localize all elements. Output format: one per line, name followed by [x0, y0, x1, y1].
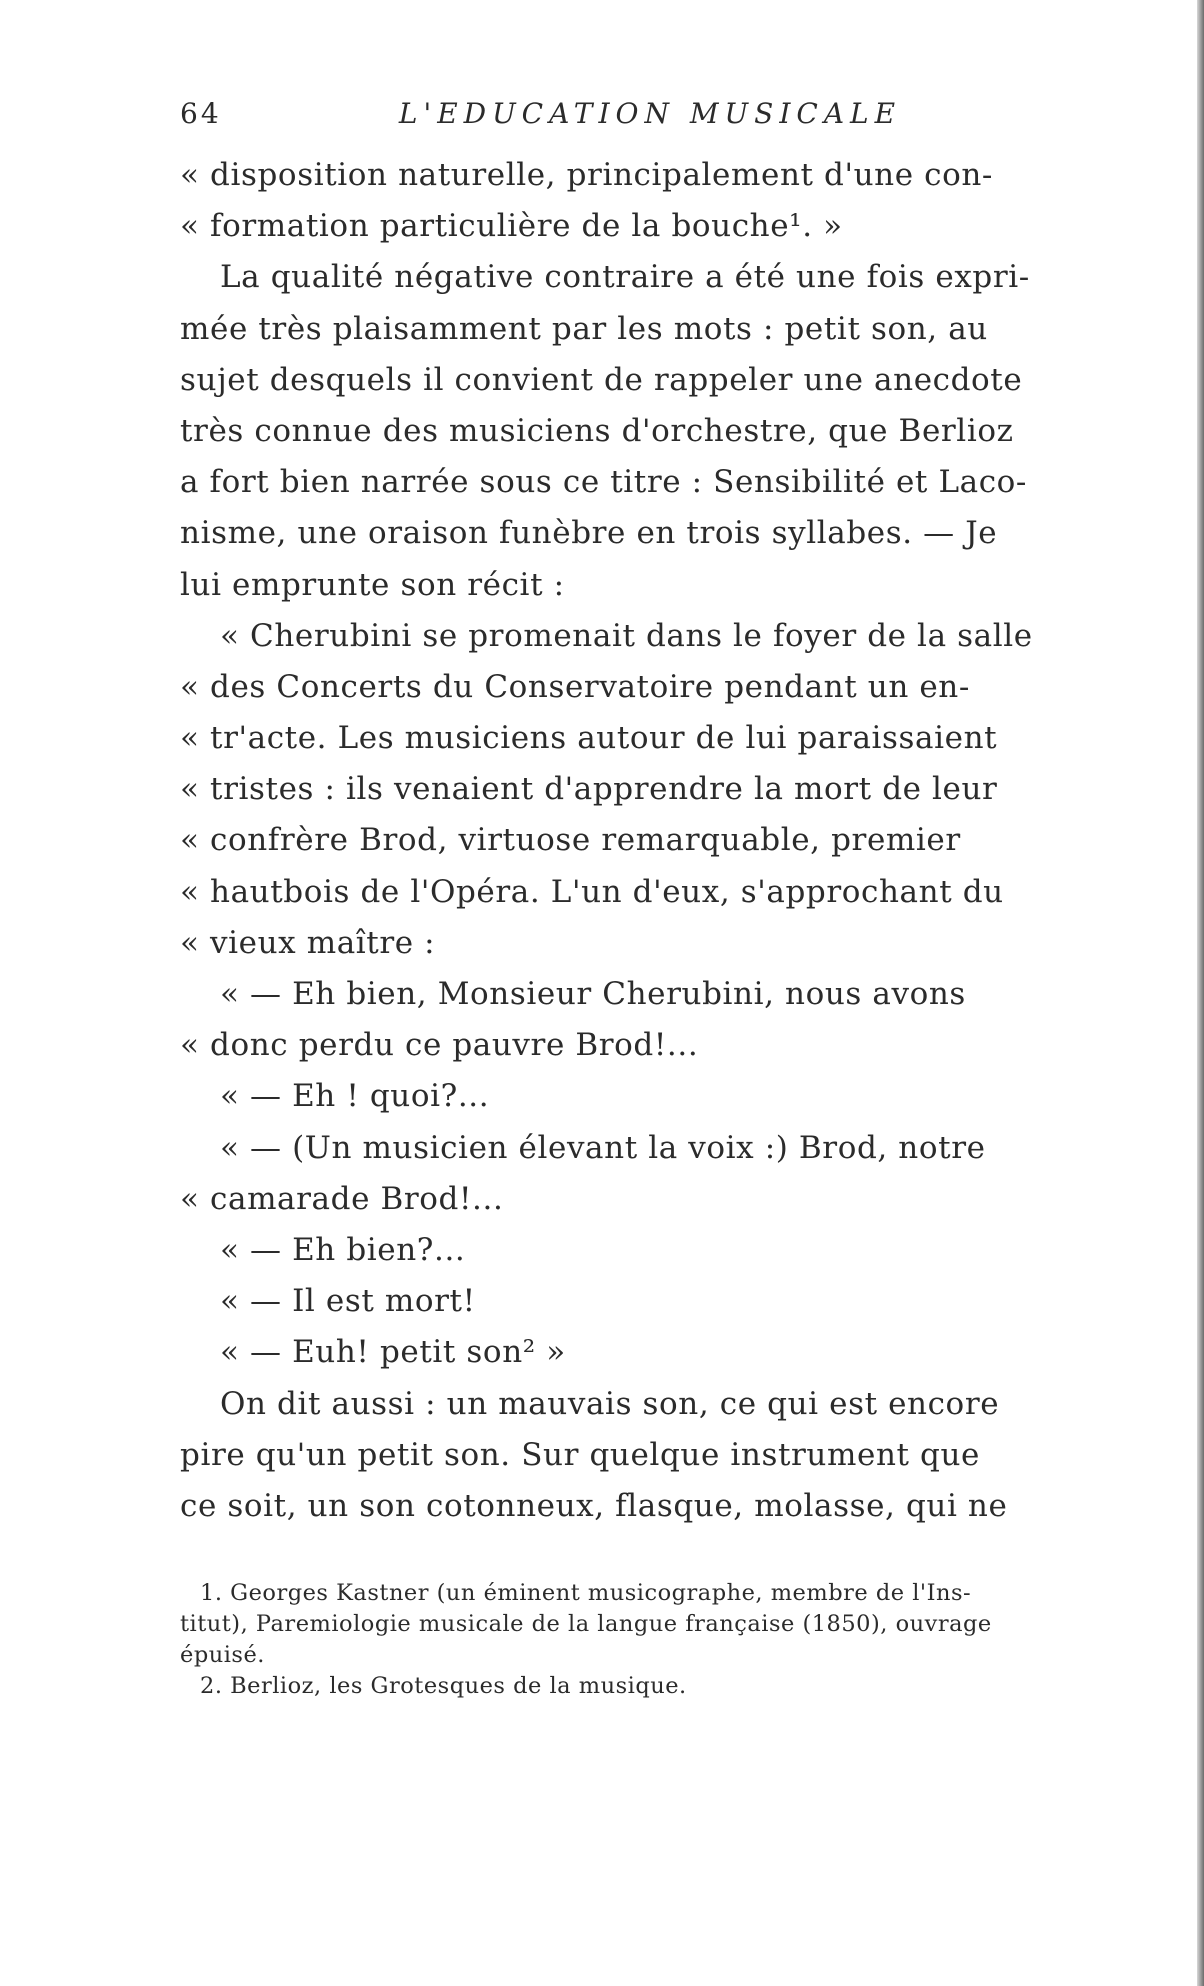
text-line: sujet desquels il convient de rappeler une anecdote	[180, 361, 1023, 398]
text-line: La qualité négative contraire a été une fois expri-	[220, 259, 1030, 296]
text-line: « confrère Brod, virtuose remarquable, premier	[180, 822, 961, 859]
text-line: « Cherubini se promenait dans le foyer de la salle	[220, 617, 1033, 654]
text-line: « donc perdu ce pauvre Brod!...	[180, 1027, 699, 1064]
text-line: très connue des musiciens d'orchestre, que Berlioz	[180, 412, 1014, 449]
text-line: ce soit, un son cotonneux, flasque, molasse, qui ne	[180, 1487, 1008, 1524]
text-line: « vieux maître :	[180, 924, 436, 961]
text-line: mée très plaisamment par les mots : petit son, au	[180, 310, 988, 347]
running-title: L'EDUCATION MUSICALE	[398, 97, 902, 130]
text-line: « hautbois de l'Opéra. L'un d'eux, s'approchant du	[180, 873, 1004, 910]
text-line: « des Concerts du Conservatoire pendant un en-	[180, 668, 970, 705]
text-line: « — Euh! petit son² »	[220, 1334, 566, 1371]
page-edge-shadow	[1197, 0, 1204, 1986]
page-number: 64	[180, 97, 222, 130]
main-text	[180, 150, 1120, 1532]
footnote-line: 1. Georges Kastner (un éminent musicographe, membre de l'Ins-	[200, 1580, 972, 1606]
text-line: « tr'acte. Les musiciens autour de lui paraissaient	[180, 720, 998, 757]
footnote-line: titut), Paremiologie musicale de la langue française (1850), ouvrage	[180, 1611, 992, 1637]
text-line: « — Eh ! quoi?...	[220, 1078, 490, 1115]
text-line: pire qu'un petit son. Sur quelque instrument que	[180, 1436, 980, 1473]
text-line: « disposition naturelle, principalement d'une con-	[180, 157, 993, 193]
text-line: On dit aussi : un mauvais son, ce qui est encore	[220, 1385, 1000, 1422]
text-line: « — Il est mort!	[220, 1283, 476, 1320]
footnotes	[180, 1578, 1120, 1702]
text-line: lui emprunte son récit :	[180, 566, 565, 603]
footnote-line: 2. Berlioz, les Grotesques de la musique.	[200, 1673, 687, 1699]
text-line: « — Eh bien?...	[220, 1231, 466, 1268]
text-line: « formation particulière de la bouche¹. »	[180, 208, 843, 245]
page-header	[180, 97, 1120, 133]
text-line: « tristes : ils venaient d'apprendre la mort de leur	[180, 771, 998, 808]
text-line: nisme, une oraison funèbre en trois syllabes. — Je	[180, 515, 998, 552]
text-line: « camarade Brod!...	[180, 1180, 504, 1217]
footnote-line: épuisé.	[180, 1642, 265, 1668]
text-line: « — Eh bien, Monsieur Cherubini, nous avons	[220, 976, 966, 1012]
text-line: a fort bien narrée sous ce titre : Sensibilité et Laco-	[180, 464, 1028, 501]
text-line: « — (Un musicien élevant la voix :) Brod, notre	[220, 1129, 986, 1166]
